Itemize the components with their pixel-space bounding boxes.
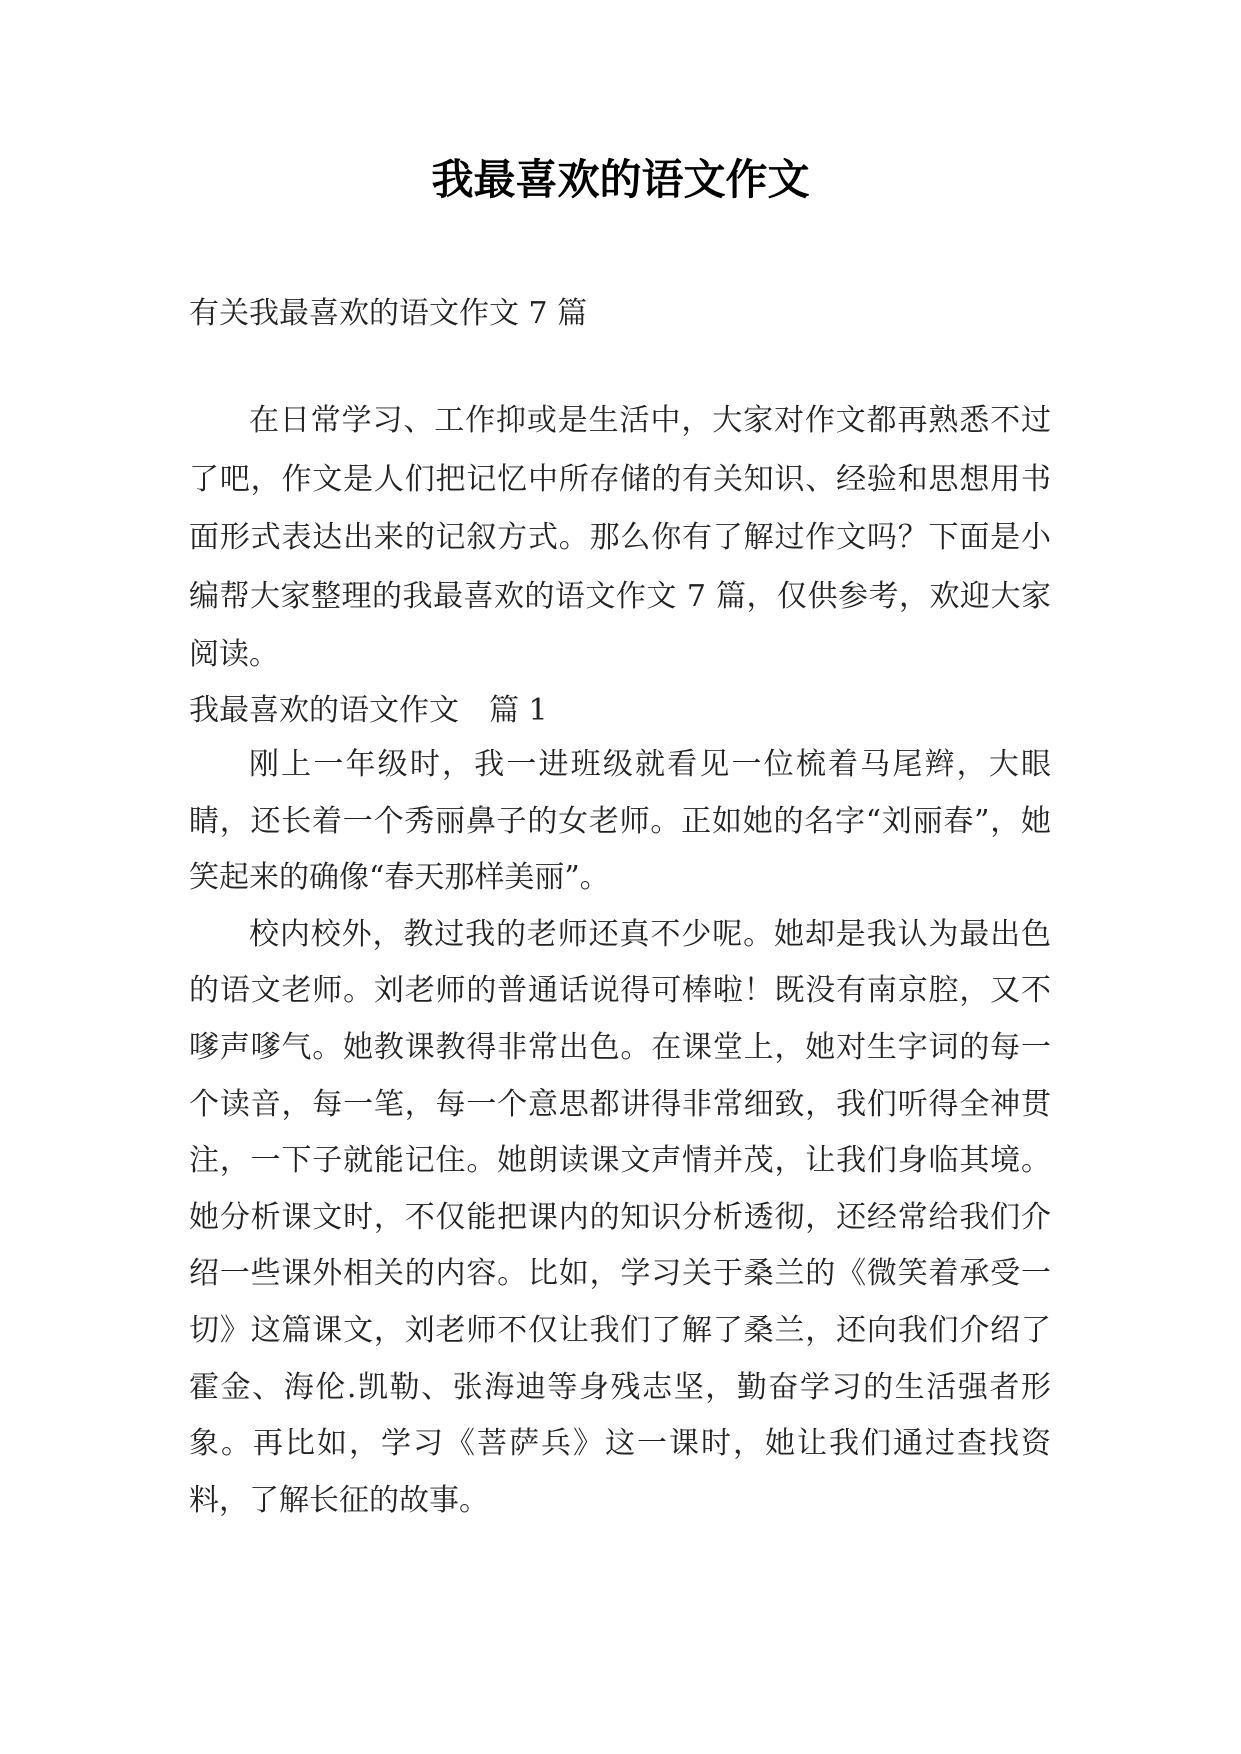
intro-paragraph: 在日常学习、工作抑或是生活中，大家对作文都再熟悉不过了吧，作文是人们把记忆中所存储的有关知识、经验和思想用书面形式表达出来的记叙方式。那么你有了解过作文吗？下面是小编帮大家整理的我最喜欢的语文作文 7 篇，仅供参考，欢迎大家阅读。 <box>189 403 1051 673</box>
document-body <box>189 288 1051 1529</box>
document-subtitle: 有关我最喜欢的语文作文 7 篇 <box>189 296 588 331</box>
body-paragraph: 校内校外，教过我的老师还真不少呢。她却是我认为最出色的语文老师。刘老师的普通话说得可棒啦！既没有南京腔，又不嗲声嗲气。她教课教得非常出色。在课堂上，她对生字词的每一个读音，每一笔，每一个意思都讲得非常细致，我们听得全神贯注，一下子就能记住。她朗读课文声情并茂，让我们身临其境。她分析课文时，不仅能把课内的知识分析透彻，还经常给我们介绍一些课外相关的内容。比如，学习关于桑兰的《微笑着承受一切》这篇课文，刘老师不仅让我们了解了桑兰，还向我们介绍了霍金、海伦.凯勒、张海迪等身残志坚，勤奋学习的生活强者形象。再比如，学习《菩萨兵》这一课时，她让我们通过查找资料，了解长征的故事。 <box>189 916 1051 1518</box>
body-paragraph: 刚上一年级时，我一进班级就看见一位梳着马尾辫，大眼睛，还长着一个秀丽鼻子的女老师。正如她的名字“刘丽春”，她笑起来的确像“春天那样美丽”。 <box>189 746 1051 896</box>
section-heading: 我最喜欢的语文作文 篇 1 <box>189 692 548 728</box>
document-title: 我最喜欢的语文作文 <box>431 155 810 204</box>
section-1 <box>189 685 1051 1529</box>
